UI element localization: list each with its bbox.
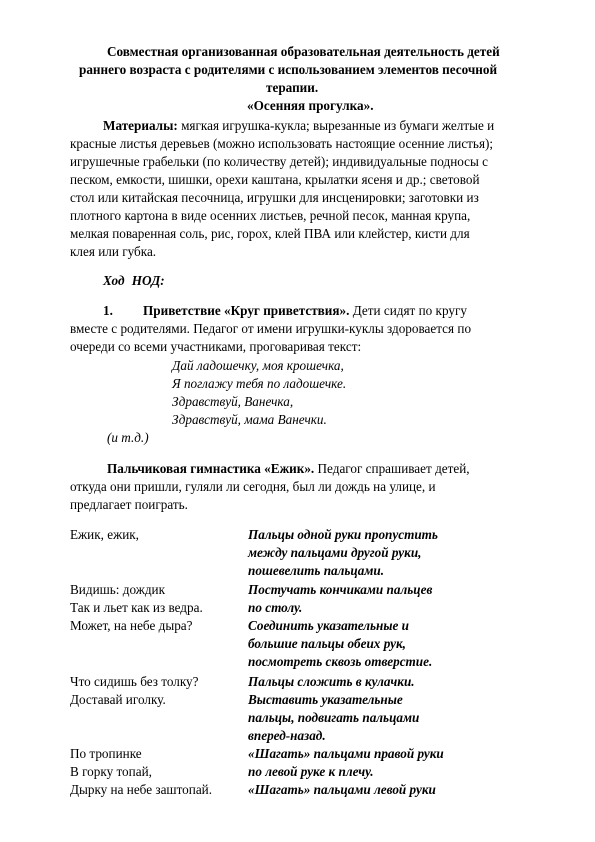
materials-line: стол или китайская песочница, игрушки для инсценировки; заготовки из [70,190,479,205]
greeting-title: Приветствие «Круг приветствия». [143,303,350,318]
instruction-line: большие пальцы обеих рук, [248,636,406,651]
instruction-line: вперед-назад. [248,728,326,743]
finger-gym-line-1 [107,461,470,477]
materials-line: песком, емкости, шишки, орехи каштана, крылатки ясеня и др.; световой [70,172,480,187]
instruction-line: посмотреть сквозь отверстие. [248,654,433,669]
materials-line: клея или губка. [70,244,157,259]
finger-gym-title: Пальчиковая гимнастика «Ежик». [107,461,315,476]
title-line-1: Совместная организованная образовательная деятельность детей [107,44,500,59]
instruction-line: пошевелить пальцами. [248,563,385,578]
rhyme-line: В горку топай, [70,764,152,779]
instruction-line: Пальцы сложить в кулачки. [248,674,415,689]
greeting-line-1-text: Дети сидят по кругу [349,303,467,318]
instruction-line: Выставить указательные [248,692,403,707]
title-line-2: раннего возраста с родителями с использованием элементов песочной [79,62,498,77]
instruction-line: «Шагать» пальцами правой руки [248,746,444,761]
greeting-verse-line: Я поглажу тебя по ладошечке. [172,376,347,391]
rhyme-line: Так и льет как из ведра. [70,600,203,615]
rhyme-line: Дырку на небе заштопай. [70,782,213,797]
rhyme-line: Доставай иголку. [70,692,166,707]
rhyme-line: Ежик, ежик, [70,527,139,542]
materials-line: мелкая поваренная соль, рис, горох, клей ПВА или клейстер, кисти для [70,226,470,241]
instruction-line: Пальцы одной руки пропустить [248,527,438,542]
greeting-number: 1. [103,303,113,318]
title-line-3: терапии. [266,80,319,95]
materials-line: плотного картона в виде осенних листьев, речной песок, манная крупа, [70,208,471,223]
greeting-line-2: вместе с родителями. Педагог от имени игрушки-куклы здоровается по [70,321,472,336]
instruction-line: между пальцами другой руки, [248,545,422,560]
title-subtitle: «Осенняя прогулка». [247,98,374,113]
greeting-etc: (и т.д.) [107,430,149,445]
materials-line-1-text: мягкая игрушка-кукла; вырезанные из бумаги желтые и [177,118,495,133]
finger-gym-line-2: откуда они пришли, гуляли ли сегодня, был ли дождь на улице, и [70,479,436,494]
greeting-verse-line: Здравствуй, мама Ванечки. [172,412,327,427]
materials-line-1 [103,118,494,134]
rhyme-line: Видишь: дождик [70,582,166,597]
instruction-line: по левой руке к плечу. [248,764,374,779]
materials-line: игрушечные грабельки (по количеству детей); индивидуальные подносы с [70,154,489,169]
instruction-line: по столу. [248,600,303,615]
greeting-verse-line: Дай ладошечку, моя крошечка, [172,358,344,373]
greeting-line-1 [143,303,467,319]
materials-label: Материалы: [103,118,178,133]
instruction-line: Постучать кончиками пальцев [248,582,433,597]
instruction-line: Соединить указательные и [248,618,410,633]
rhyme-line: Может, на небе дыра? [70,618,193,633]
rhyme-line: По тропинке [70,746,142,761]
materials-line: красные листья деревьев (можно использовать настоящие осенние листья); [70,136,494,151]
rhyme-line: Что сидишь без толку? [70,674,199,689]
instruction-line: пальцы, подвигать пальцами [248,710,420,725]
instruction-line: «Шагать» пальцами левой руки [248,782,436,797]
finger-gym-line-1-text: Педагог спрашивает детей, [314,461,470,476]
greeting-verse-line: Здравствуй, Ванечка, [172,394,294,409]
greeting-line-3: очереди со всеми участниками, проговаривая текст: [70,339,362,354]
section-heading: Ход НОД: [103,273,165,288]
finger-gym-line-3: предлагает поиграть. [70,497,188,512]
